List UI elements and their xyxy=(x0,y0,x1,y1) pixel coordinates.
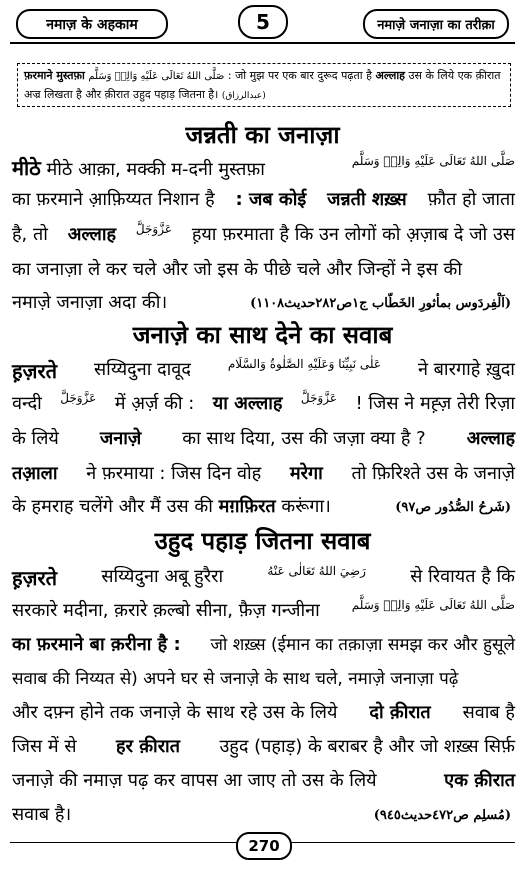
paragraph-line xyxy=(12,564,515,591)
text: सय्यिदुना अबू हुरैरा xyxy=(101,566,224,587)
text: मीठे आक़ा, मक्की म-दनी मुस्तफ़ा xyxy=(46,159,265,180)
emphasis: मरेगा xyxy=(289,463,323,484)
header-divider xyxy=(10,42,515,44)
hadith-line-2 xyxy=(24,86,504,105)
text: जो शख़्स (ईमान का तक़ाज़ा समझ कर और हुसूले xyxy=(210,635,515,655)
arabic-text: عَزَّوَجَلَّ xyxy=(300,391,337,405)
emphasis: जनाज़े xyxy=(99,428,142,449)
text: ह़या फ़रमाता है कि उन लोगों को अ़ज़ाब दे जो उस xyxy=(191,224,515,245)
text: वन्दी xyxy=(12,393,42,414)
emphasis: दो क़ीरात xyxy=(369,702,431,723)
paragraph-line xyxy=(12,357,515,384)
hadith-text: अज्र लिखता है और क़ीरात उहुद पहाड़ जितना है। xyxy=(24,88,219,101)
text: जिस में से xyxy=(12,736,77,757)
hadith-source: (عبدالرزاق) xyxy=(221,91,266,101)
page-number: 270 xyxy=(236,832,292,860)
paragraph-line: नमाज़े जनाज़ा अदा की। xyxy=(12,292,168,313)
text: का फ़रमाने आ़फ़िय्यत निशान है xyxy=(12,189,215,210)
paragraph-line xyxy=(12,461,515,485)
text: जनाज़े की नमाज़ पढ़ कर वापस आ जाए तो उस के लिये xyxy=(12,770,377,791)
book-title: नमाज़ के अहकाम xyxy=(16,9,168,39)
emphasis: हर क़ीरात xyxy=(116,736,180,757)
emphasis: एक क़ीरात xyxy=(444,770,515,791)
text: तो फ़िरिश्ते उस के जनाज़े xyxy=(351,463,515,484)
emphasis: मग़फ़िरत xyxy=(218,496,276,517)
text: से रिवायत है कि xyxy=(410,566,515,587)
paragraph-line: सवाब है। xyxy=(12,804,72,825)
text: के हमराह चलेंगे और मैं उस की xyxy=(12,496,213,517)
hadith-allah: अल्लाह xyxy=(375,69,406,82)
text: ! जिस ने मह़्ज़ तेरी रिज़ा xyxy=(355,393,515,414)
text: और दफ़्न होने तक जनाज़े के साथ रहे उस के लिये xyxy=(12,702,338,723)
hadith-text: उस के लिये एक क़ीरात xyxy=(408,69,501,82)
section-title: उहुद पहाड़ जितना सवाब xyxy=(154,527,371,555)
salawat: صَلَّى اللهُ تَعَالَى عَلَيْهِ وَالِهٖ وَسَلَّم xyxy=(88,71,225,82)
paragraph-line xyxy=(12,700,515,724)
arabic-text: عَزَّوَجَلَّ xyxy=(60,391,97,405)
hadith-label: फ़रमाने मुस्तफ़ा xyxy=(24,69,85,82)
paragraph-line xyxy=(12,768,515,792)
reference: (مُسلِم ص٤٧٢حديث٩٤٥) xyxy=(373,808,511,823)
emphasis: ह़ज़रते xyxy=(12,566,58,590)
paragraph-line xyxy=(12,598,515,622)
paragraph-line: का जनाज़ा ले कर चले और जो इस के पीछे चले और जिन्हों ने इस की xyxy=(12,259,462,280)
text: के लिये xyxy=(12,428,59,449)
arabic-text: رَضِيَ اللهُ تَعَالٰى عَنْهُ xyxy=(267,564,366,578)
arabic-salawat: صَلَّى اللهُ تَعَالَى عَلَيْهِ وَالِهٖ وَسَلَّم xyxy=(351,154,515,168)
paragraph-line xyxy=(12,154,515,181)
text: सरकारे मदीना, क़रारे क़ल्बो सीना, फ़ैज़ गन्जीना xyxy=(12,600,320,621)
reference: (شَرحُ الصُّدُور ص٩٧) xyxy=(395,500,511,515)
arabic-salawat: صَلَّى اللهُ تَعَالَى عَلَيْهِ وَالِهٖ وَسَلَّم xyxy=(351,598,515,612)
text: फ़ौत हो जाता xyxy=(427,189,515,210)
paragraph-line xyxy=(12,632,515,656)
text: करूंगा। xyxy=(281,496,331,517)
text: ने फ़रमाया : जिस दिन वोह xyxy=(86,463,262,484)
page-header xyxy=(10,5,515,43)
emphasis: अल्लाह xyxy=(466,428,515,449)
hadith-box xyxy=(17,63,511,107)
text: ने बारगाहे ख़ुदा xyxy=(417,359,515,380)
paragraph-line: सवाब की निय्यत से) अपने घर से जनाज़े के साथ चले, नमाज़े जनाज़ा पढ़े xyxy=(12,669,459,689)
chapter-title: नमाज़े जनाज़ा का तरीक़ा xyxy=(363,9,509,39)
text: में अ़र्ज़ की : xyxy=(114,393,195,414)
text: सय्यिदुना दावूद xyxy=(93,359,191,380)
paragraph-line xyxy=(12,734,515,758)
paragraph-line xyxy=(12,426,515,450)
arabic-text: عَلٰى نَبِيِّنَا وَعَلَيْهِ الصَّلٰوةُ وَالسَّلَام xyxy=(227,357,381,371)
chapter-number: 5 xyxy=(238,5,288,39)
emphasis: या अल्लाह xyxy=(212,393,283,414)
paragraph-line xyxy=(12,391,515,415)
text: : जब कोई xyxy=(235,189,307,210)
emphasis: ह़ज़रते xyxy=(12,359,58,383)
text: सवाब है xyxy=(462,702,515,723)
text: का साथ दिया, उस की जज़ा क्या है ? xyxy=(182,428,426,449)
text: है, तो xyxy=(12,224,48,245)
hadith-line-1 xyxy=(24,67,504,86)
emphasis: मीठे xyxy=(12,156,41,180)
arabic-text: عَزَّوَجَلَّ xyxy=(135,222,172,236)
emphasis: का फ़रमाने बा क़रीना है : xyxy=(12,634,181,655)
paragraph-line xyxy=(12,187,515,211)
section-title: जन्नती का जनाज़ा xyxy=(185,121,340,149)
paragraph-line xyxy=(12,222,515,246)
emphasis: तआ़ला xyxy=(12,463,58,484)
hadith-text: : जो मुझ पर एक बार दुरूद पढ़ता है xyxy=(227,69,372,82)
text: उहुद (पहाड़) के बराबर है और जो शख़्स सिर्फ़ xyxy=(219,736,515,757)
emphasis: अल्लाह xyxy=(67,224,117,245)
reference: (اَلْفِردَوس بمأثورِ الخَطّاب ج١ص٢٨٢حديث١١٠٨) xyxy=(250,296,511,311)
emphasis: जन्नती शख़्स xyxy=(327,189,407,210)
section-title: जनाज़े का साथ देने का सवाब xyxy=(132,321,393,349)
